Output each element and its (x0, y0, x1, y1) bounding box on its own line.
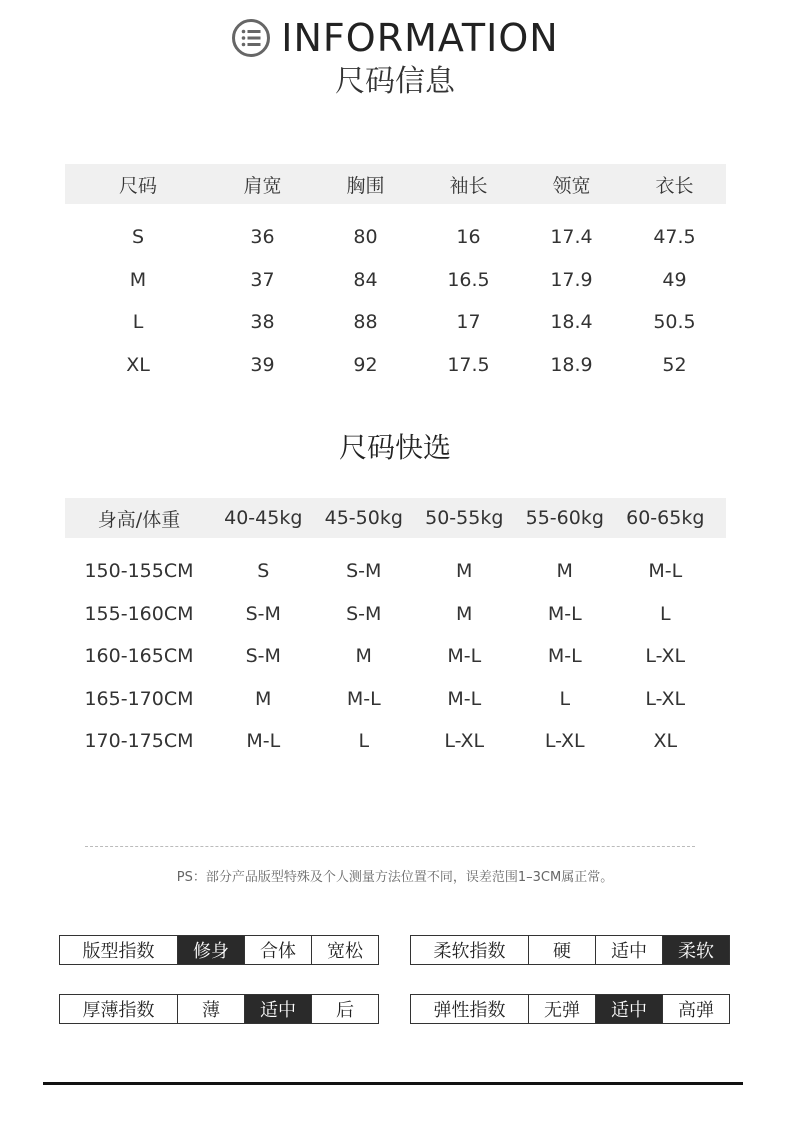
table-cell: M-L (648, 560, 683, 583)
table-row (65, 344, 726, 387)
quick-table-header (65, 498, 726, 538)
index-option: 适中 (595, 936, 662, 964)
quick-header-cell: 身高/体重 (97, 508, 181, 531)
size-header-cell: 尺码 (118, 174, 157, 197)
list-menu-icon (231, 18, 271, 58)
index-label: 柔软指数 (433, 941, 506, 962)
table-cell: M-L (547, 645, 582, 668)
index-option: 后 (311, 995, 378, 1023)
index-option: 薄 (177, 995, 244, 1023)
table-cell: L-XL (544, 730, 585, 753)
table-cell: S (131, 226, 145, 249)
size-header-cell: 肩宽 (243, 174, 282, 197)
table-cell: 84 (353, 268, 378, 291)
table-row (65, 593, 726, 636)
ps-note: PS：部分产品版型特殊及个人测量方法位置不同，误差范围1–3CM属正常。 (176, 870, 614, 885)
table-cell: 17 (456, 311, 481, 334)
index-option: 合体 (244, 936, 311, 964)
table-cell: 155-160CM (84, 602, 194, 625)
table-cell: 39 (250, 353, 275, 376)
table-cell: M (129, 268, 147, 291)
size-header-cell: 胸围 (346, 174, 385, 197)
quick-header-cell: 55-60kg (525, 507, 604, 529)
table-cell: S-M (346, 602, 382, 625)
table-cell: L-XL (444, 730, 485, 753)
table-cell: 160-165CM (84, 645, 194, 668)
table-cell: 16.5 (447, 268, 490, 291)
index-label: 版型指数 (82, 941, 155, 962)
quick-select-table (65, 498, 726, 763)
softness-index (410, 935, 730, 965)
thickness-index (59, 994, 379, 1024)
table-cell: 38 (250, 311, 275, 334)
table-cell: XL (653, 730, 678, 753)
table-cell: L (358, 730, 370, 753)
table-cell: 17.5 (447, 353, 490, 376)
table-cell: 165-170CM (84, 687, 194, 710)
size-table-body (65, 204, 726, 386)
index-label: 厚薄指数 (82, 1000, 155, 1021)
quick-table-body (65, 538, 726, 763)
table-cell: M (456, 602, 473, 625)
table-row (65, 259, 726, 302)
size-table (65, 164, 726, 386)
table-cell: 49 (662, 268, 687, 291)
quick-select-title: 尺码快选 (338, 431, 451, 464)
quick-header-cell: 40-45kg (224, 507, 303, 529)
table-row (65, 635, 726, 678)
index-option: 适中 (244, 995, 311, 1023)
table-cell: S (257, 560, 270, 583)
quick-header-cell: 50-55kg (425, 507, 504, 529)
table-cell: M-L (246, 730, 281, 753)
index-option: 无弹 (528, 995, 595, 1023)
table-cell: 80 (353, 226, 378, 249)
table-row (65, 678, 726, 721)
index-label: 弹性指数 (433, 1000, 506, 1021)
table-row (65, 216, 726, 259)
table-cell: 52 (662, 353, 687, 376)
table-cell: M-L (346, 687, 381, 710)
table-cell: S-M (346, 560, 382, 583)
table-cell: M-L (547, 602, 582, 625)
table-cell: 92 (353, 353, 378, 376)
table-cell: S-M (245, 645, 281, 668)
table-cell: M (556, 560, 573, 583)
title-en: INFORMATION (281, 16, 559, 60)
table-cell: M-L (447, 687, 482, 710)
index-option: 高弹 (662, 995, 729, 1023)
table-cell: 18.9 (550, 353, 593, 376)
table-cell: 88 (353, 311, 378, 334)
size-table-header (65, 164, 726, 204)
table-cell: L-XL (645, 645, 686, 668)
table-cell: 170-175CM (84, 730, 194, 753)
table-cell: 47.5 (653, 226, 696, 249)
quick-header-cell: 60-65kg (626, 507, 705, 529)
table-cell: 18.4 (550, 311, 593, 334)
index-option: 硬 (528, 936, 595, 964)
table-cell: M (255, 687, 272, 710)
fit-index (59, 935, 379, 965)
table-cell: 37 (250, 268, 275, 291)
index-option: 修身 (177, 936, 244, 964)
table-cell: M (456, 560, 473, 583)
index-option: 柔软 (662, 936, 729, 964)
table-cell: M (355, 645, 372, 668)
size-header-cell: 袖长 (449, 174, 488, 197)
quick-header-cell: 45-50kg (324, 507, 403, 529)
elasticity-index (410, 994, 730, 1024)
table-cell: 17.9 (550, 268, 593, 291)
size-header-cell: 衣长 (655, 174, 694, 197)
table-cell: 17.4 (550, 226, 593, 249)
table-cell: 150-155CM (84, 560, 194, 583)
size-header-cell: 领宽 (552, 174, 591, 197)
table-cell: M-L (447, 645, 482, 668)
table-cell: 50.5 (653, 311, 696, 334)
table-cell: S-M (245, 602, 281, 625)
table-cell: L-XL (645, 687, 686, 710)
table-row (65, 720, 726, 763)
table-cell: 36 (250, 226, 275, 249)
index-option: 适中 (595, 995, 662, 1023)
bottom-divider (43, 1082, 743, 1085)
table-cell: XL (126, 353, 150, 376)
header-line (0, 14, 790, 62)
header (0, 14, 790, 100)
table-cell: L (559, 687, 571, 710)
dashed-divider (85, 846, 695, 847)
table-cell: 16 (456, 226, 481, 249)
table-cell: L (132, 311, 144, 334)
table-cell: L (659, 602, 671, 625)
table-row (65, 550, 726, 593)
title-cn: 尺码信息 (335, 64, 455, 99)
index-option: 宽松 (311, 936, 378, 964)
table-row (65, 301, 726, 344)
